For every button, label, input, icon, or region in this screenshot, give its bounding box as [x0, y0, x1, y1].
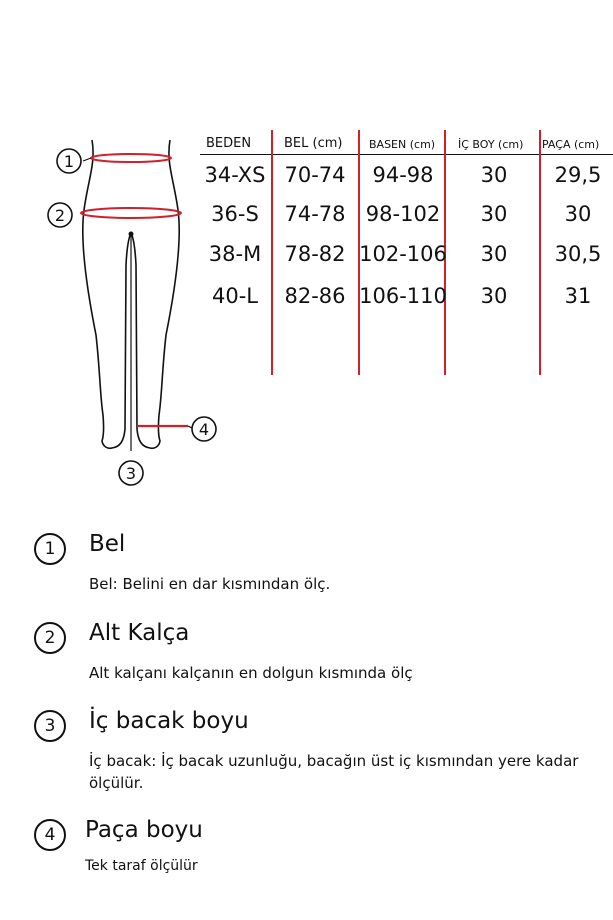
- section-number: 4: [34, 819, 66, 851]
- marker-1-label: 1: [63, 152, 75, 171]
- cell-bel: 82-86: [284, 284, 346, 308]
- section-title: Bel: [89, 531, 126, 557]
- section-description: Alt kalçanı kalçanın en dolgun kısmında ölç: [89, 664, 413, 682]
- cell-beden: 38-M: [208, 242, 262, 266]
- header-ic-boy: İÇ BOY (cm): [458, 138, 524, 151]
- header-bel: BEL (cm): [284, 136, 343, 151]
- cell-ic-boy: 30: [480, 284, 508, 308]
- section-number: 1: [34, 533, 66, 565]
- header-paca: PAÇA (cm): [542, 138, 600, 151]
- cell-basen: 94-98: [372, 163, 434, 187]
- size-table: [200, 130, 613, 380]
- cell-beden: 40-L: [212, 284, 258, 308]
- cell-beden: 34-XS: [204, 163, 266, 187]
- section-title: Paça boyu: [85, 817, 203, 843]
- cell-basen: 106-110: [359, 284, 447, 308]
- cell-paca: 30,5: [554, 242, 602, 266]
- table-row: [200, 202, 613, 232]
- cell-beden: 36-S: [211, 202, 259, 226]
- table-row: [200, 242, 613, 272]
- marker-4-label: 4: [198, 420, 210, 439]
- cell-bel: 70-74: [284, 163, 346, 187]
- section-description: Bel: Belini en dar kısmından ölç.: [89, 575, 331, 593]
- cell-basen: 102-106: [359, 242, 447, 266]
- hip-line: [81, 208, 181, 218]
- cell-paca: 30: [564, 202, 592, 226]
- cell-bel: 74-78: [284, 202, 346, 226]
- header-beden: BEDEN: [206, 136, 252, 151]
- section-title: Alt Kalça: [89, 620, 190, 646]
- cell-bel: 78-82: [284, 242, 346, 266]
- table-row: [200, 284, 613, 314]
- inseam-dot: [129, 232, 134, 237]
- cell-ic-boy: 30: [480, 242, 508, 266]
- section-description: Tek taraf ölçülür: [85, 858, 198, 874]
- waist-line: [91, 154, 171, 162]
- cell-ic-boy: 30: [480, 163, 508, 187]
- header-rule: [200, 154, 613, 155]
- cell-ic-boy: 30: [480, 202, 508, 226]
- cell-basen: 98-102: [365, 202, 441, 226]
- section-number: 3: [34, 710, 66, 742]
- table-row: [200, 163, 613, 193]
- header-basen: BASEN (cm): [369, 138, 436, 151]
- section-number: 2: [34, 622, 66, 654]
- cell-paca: 29,5: [554, 163, 602, 187]
- cell-paca: 31: [564, 284, 592, 308]
- marker-2-label: 2: [54, 206, 66, 225]
- section-description: İç bacak: İç bacak uzunluğu, bacağın üst iç kısmından yere kadar ölçülür.: [89, 752, 579, 792]
- section-title: İç bacak boyu: [89, 708, 249, 734]
- marker-3-label: 3: [125, 464, 137, 483]
